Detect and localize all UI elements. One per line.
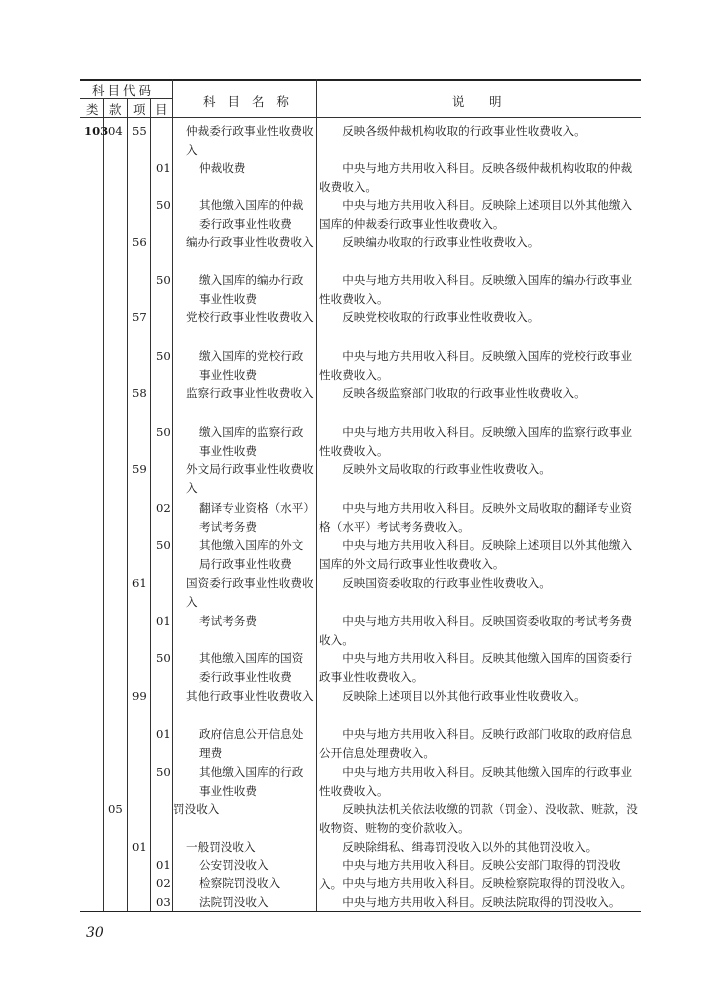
header-xiang: 项 xyxy=(133,102,149,117)
col-divider-name xyxy=(316,79,317,911)
col-divider-lei xyxy=(103,98,104,911)
subject-name: 外文局行政事业性收费收入 xyxy=(186,462,314,495)
subject-description: 中央与地方共用收入科目。反映缴入国库的监察行政事业性收费收入。 xyxy=(319,425,633,458)
subject-description: 中央与地方共用收入科目。反映行政部门收取的政府信息公开信息处理费收入。 xyxy=(319,727,633,760)
code-mu: 03 xyxy=(156,895,171,909)
table-top-rule xyxy=(80,79,641,81)
header-lei: 类 xyxy=(86,102,102,117)
code-xiang: 61 xyxy=(132,576,147,590)
subject-name: 党校行政事业性收费收入 xyxy=(186,310,314,324)
code-mu: 01 xyxy=(156,858,171,872)
subject-name: 公安罚没收入 xyxy=(199,858,269,872)
subject-name: 仲裁委行政事业性收费收入 xyxy=(186,124,314,157)
code-mu: 02 xyxy=(156,876,171,890)
code-mu: 50 xyxy=(156,538,171,552)
code-xiang: 55 xyxy=(132,124,147,138)
code-mu: 02 xyxy=(156,501,171,515)
subject-description: 反映执法机关依法收缴的罚款（罚金）、没收款、赃款，没收物资、赃物的变价款收入。 xyxy=(319,802,638,835)
header-mu: 目 xyxy=(155,102,171,117)
subject-name: 法院罚没收入 xyxy=(199,895,269,909)
subject-description: 反映各级监察部门收取的行政事业性收费收入。 xyxy=(342,386,586,400)
code-mu: 50 xyxy=(156,198,171,212)
subject-name: 罚没收入 xyxy=(173,802,220,816)
subject-description: 中央与地方共用收入科目。反映除上述项目以外其他缴入国库的外文局行政事业性收费收入。 xyxy=(319,538,633,571)
code-mu: 50 xyxy=(156,425,171,439)
header-kuan: 款 xyxy=(109,102,125,117)
code-mu: 50 xyxy=(156,349,171,363)
col-divider-xiang xyxy=(150,98,151,911)
code-mu: 01 xyxy=(156,727,171,741)
subject-description: 反映国资委收取的行政事业性收费收入。 xyxy=(342,576,551,590)
subject-description: 中央与地方共用收入科目。反映其他缴入国库的国资委行政事业性收费收入。 xyxy=(319,651,633,684)
col-divider-kuan xyxy=(127,98,128,911)
subject-name: 翻译专业资格（水平）考试考务费 xyxy=(199,501,310,534)
subject-description: 中央与地方共用收入科目。反映缴入国库的党校行政事业性收费收入。 xyxy=(319,349,633,382)
subject-name: 一般罚没收入 xyxy=(186,840,256,854)
subject-description: 中央与地方共用收入科目。反映国资委收取的考试考务费收入。 xyxy=(319,614,633,647)
code-kuan: 05 xyxy=(108,802,123,816)
subject-name: 其他缴入国库的外文局行政事业性收费 xyxy=(199,538,304,571)
subject-description: 反映外文局收取的行政事业性收费收入。 xyxy=(342,462,551,476)
subject-name: 编办行政事业性收费收入 xyxy=(186,235,314,249)
code-mu: 01 xyxy=(156,614,171,628)
code-mu: 50 xyxy=(156,765,171,779)
subject-description: 反映编办收取的行政事业性收费收入。 xyxy=(342,235,540,249)
subject-name: 其他行政事业性收费收入 xyxy=(186,689,314,703)
subject-description: 中央与地方共用收入科目。反映公安部门取得的罚没收入。 xyxy=(319,858,621,891)
subject-description: 中央与地方共用收入科目。反映除上述项目以外其他缴入国库的仲裁委行政事业性收费收入。 xyxy=(319,198,633,231)
subject-description: 反映各级仲裁机构收取的行政事业性收费收入。 xyxy=(342,124,586,138)
subject-name: 国资委行政事业性收费收入 xyxy=(186,576,314,609)
subject-name: 政府信息公开信息处理费 xyxy=(199,727,304,760)
subject-description: 中央与地方共用收入科目。反映缴入国库的编办行政事业性收费收入。 xyxy=(319,273,633,306)
subject-description: 中央与地方共用收入科目。反映检察院取得的罚没收入。 xyxy=(342,876,633,890)
subject-name: 缴入国库的编办行政事业性收费 xyxy=(199,273,304,306)
subject-name: 缴入国库的监察行政事业性收费 xyxy=(199,425,304,458)
subject-description: 中央与地方共用收入科目。反映法院取得的罚没收入。 xyxy=(342,895,621,909)
code-mu: 50 xyxy=(156,651,171,665)
header-desc: 说 明 xyxy=(452,94,508,109)
subject-name: 检察院罚没收入 xyxy=(199,876,281,890)
code-kuan: 04 xyxy=(108,124,123,138)
subject-description: 中央与地方共用收入科目。反映外文局收取的翻译专业资格（水平）考试考务费收入。 xyxy=(319,501,633,534)
subject-description: 中央与地方共用收入科目。反映各级仲裁机构收取的仲裁收费收入。 xyxy=(319,161,633,194)
code-xiang: 99 xyxy=(132,689,147,703)
subject-name: 考试考务费 xyxy=(199,614,257,628)
code-xiang: 58 xyxy=(132,386,147,400)
subject-name: 仲裁收费 xyxy=(199,161,246,175)
header-name: 科 目 名 称 xyxy=(203,94,290,109)
code-mu: 50 xyxy=(156,273,171,287)
subject-name: 其他缴入国库的国资委行政事业性收费 xyxy=(199,651,304,684)
subject-description: 中央与地方共用收入科目。反映其他缴入国库的行政事业性收费收入。 xyxy=(319,765,633,798)
code-xiang: 01 xyxy=(132,840,147,854)
subject-description: 反映除缉私、缉毒罚没收入以外的其他罚没收入。 xyxy=(342,840,598,854)
subject-description: 反映除上述项目以外其他行政事业性收费收入。 xyxy=(342,689,586,703)
code-xiang: 59 xyxy=(132,462,147,476)
subject-name: 缴入国库的党校行政事业性收费 xyxy=(199,349,304,382)
code-xiang: 57 xyxy=(132,310,147,324)
subject-name: 监察行政事业性收费收入 xyxy=(186,386,314,400)
subject-description: 反映党校收取的行政事业性收费收入。 xyxy=(342,310,540,324)
code-mu: 01 xyxy=(156,161,171,175)
subject-name: 其他缴入国库的仲裁委行政事业性收费 xyxy=(199,198,304,231)
code-xiang: 56 xyxy=(132,235,147,249)
header-code-group: 科目代码 xyxy=(92,83,155,98)
page-number: 30 xyxy=(86,925,104,941)
col-divider-mu xyxy=(172,79,173,911)
code-lei: 103 xyxy=(84,124,109,138)
subject-name: 其他缴入国库的行政事业性收费 xyxy=(199,765,304,798)
